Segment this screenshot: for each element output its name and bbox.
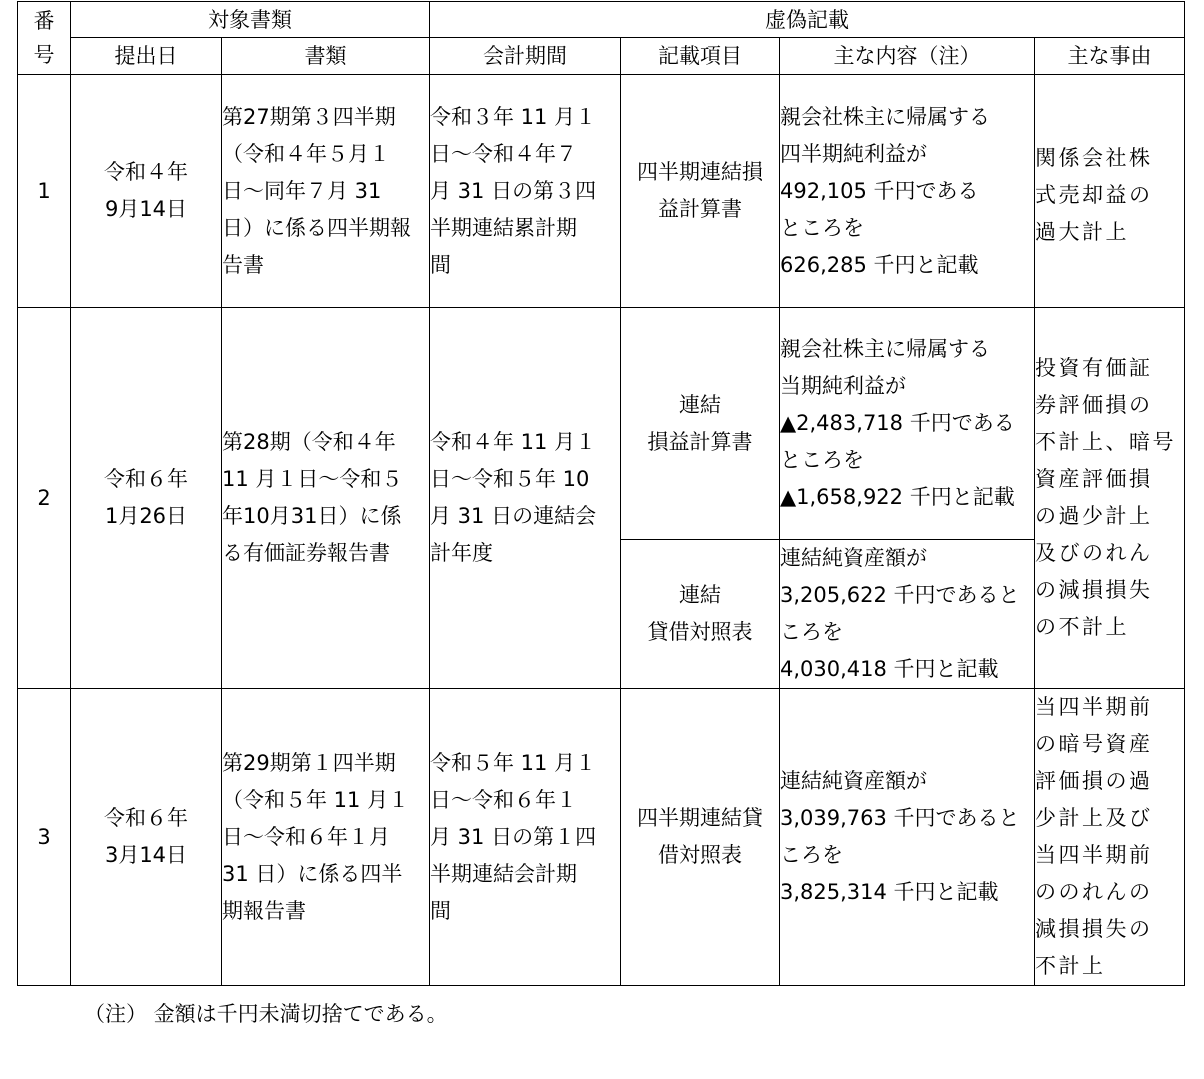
- content-line: 親会社株主に帰属する: [780, 104, 990, 129]
- period-line: 月 31 日の第３四: [430, 178, 597, 203]
- period-line: 間: [430, 252, 451, 277]
- table-row: [18, 308, 1185, 540]
- row-entry-item: [621, 540, 780, 689]
- content-line: 3,825,314 千円と記載: [780, 880, 999, 904]
- row-document: [222, 75, 430, 308]
- item-line: 貸借対照表: [647, 620, 753, 644]
- row-main-content: [780, 540, 1035, 689]
- reason-line: の暗号資産: [1035, 732, 1153, 756]
- period-line: 半期連結累計期: [430, 215, 577, 240]
- item-line: 益計算書: [658, 197, 742, 221]
- content-line: 親会社株主に帰属する: [780, 337, 990, 361]
- reason-line: 減損損失の: [1035, 917, 1153, 941]
- header-number: [18, 2, 71, 75]
- row-submission-date: [71, 75, 222, 308]
- content-line: ところを: [780, 448, 864, 472]
- date-line: 1月26日: [104, 504, 188, 528]
- row-entry-item: [621, 689, 780, 986]
- row-number: 2: [18, 308, 71, 689]
- row-accounting-period: [430, 75, 621, 308]
- content-line: 492,105 千円である: [780, 178, 979, 203]
- document-line: 年10月31日）に係: [222, 504, 402, 528]
- content-line: ころを: [780, 620, 843, 644]
- content-line: ところを: [780, 215, 864, 240]
- row-main-reason: [1035, 75, 1185, 308]
- reason-line: 投資有価証: [1035, 356, 1153, 380]
- row-entry-item: [621, 308, 780, 540]
- document-line: る有価証券報告書: [222, 541, 390, 565]
- period-line: 日～令和５年 10: [430, 467, 590, 491]
- reason-line: の減損損失: [1035, 578, 1153, 602]
- header-entry-item: 記載項目: [621, 38, 780, 75]
- header-main-reason: 主な事由: [1035, 38, 1185, 75]
- item-line: 借対照表: [658, 843, 742, 867]
- table-row: [18, 75, 1185, 308]
- header-number-line: 番: [33, 9, 55, 33]
- content-line: ▲1,658,922 千円と記載: [780, 485, 1015, 509]
- reason-line: 関係会社株: [1035, 146, 1153, 170]
- period-line: 月 31 日の第１四: [430, 824, 597, 849]
- row-submission-date: [71, 308, 222, 689]
- period-line: 計年度: [430, 541, 493, 565]
- content-line: ころを: [780, 843, 843, 867]
- date-line: 令和４年: [104, 160, 188, 184]
- period-line: 日～令和４年７: [430, 141, 577, 166]
- document-line: 31 日）に係る四半: [222, 861, 403, 886]
- content-line: 連結純資産額が: [780, 769, 927, 793]
- period-line: 月 31 日の連結会: [430, 504, 597, 528]
- reason-line: 当四半期前: [1035, 843, 1153, 867]
- row-accounting-period: [430, 308, 621, 689]
- header-document: 書類: [222, 38, 430, 75]
- content-line: 626,285 千円と記載: [780, 252, 979, 277]
- content-line: ▲2,483,718 千円である: [780, 411, 1015, 435]
- reason-line: 資産評価損: [1035, 467, 1153, 491]
- date-line: 3月14日: [104, 843, 188, 867]
- date-line: 令和６年: [104, 806, 188, 830]
- row-accounting-period: [430, 689, 621, 986]
- reason-line: 少計上及び: [1035, 806, 1153, 830]
- reason-line: の不計上: [1035, 615, 1129, 639]
- reason-line: 過大計上: [1035, 220, 1129, 244]
- reason-line: 券評価損の: [1035, 393, 1153, 417]
- reason-line: 評価損の過: [1035, 769, 1153, 793]
- period-line: 令和５年 11 月１: [430, 750, 597, 775]
- table-row: [18, 689, 1185, 986]
- row-main-reason: [1035, 689, 1185, 986]
- row-main-content: [780, 75, 1035, 308]
- document-line: 第28期（令和４年: [222, 430, 396, 454]
- header-target-docs: 対象書類: [71, 2, 430, 38]
- document-line: 日～同年７月 31: [222, 178, 382, 203]
- row-number: 3: [18, 689, 71, 986]
- document-line: 告書: [222, 252, 264, 277]
- item-line: 損益計算書: [647, 429, 753, 454]
- reason-line: 式売却益の: [1035, 183, 1153, 207]
- period-line: 半期連結会計期: [430, 861, 577, 886]
- header-main-content: 主な内容（注）: [780, 38, 1035, 75]
- content-line: 3,039,763 千円であると: [780, 806, 1020, 830]
- document-line: 11 月１日～令和５: [222, 467, 403, 491]
- header-submission-date: 提出日: [71, 38, 222, 75]
- row-main-content: [780, 689, 1035, 986]
- reason-line: 当四半期前: [1035, 695, 1153, 719]
- footnote: （注） 金額は千円未満切捨てである。: [84, 1002, 448, 1026]
- date-line: 9月14日: [104, 197, 188, 221]
- reason-line: ののれんの: [1035, 880, 1153, 904]
- reason-line: 及びのれん: [1035, 541, 1153, 565]
- header-false-statement: 虚偽記載: [430, 2, 1185, 38]
- item-line: 連結: [679, 392, 721, 417]
- document-line: 期報告書: [222, 898, 306, 923]
- date-line: 令和６年: [104, 467, 188, 491]
- item-line: 四半期連結損: [637, 160, 763, 184]
- row-main-content: [780, 308, 1035, 540]
- document-line: 第29期第１四半期: [222, 750, 396, 775]
- item-line: 連結: [679, 583, 721, 607]
- header-accounting-period: 会計期間: [430, 38, 621, 75]
- row-document: [222, 308, 430, 689]
- content-line: 連結純資産額が: [780, 546, 927, 570]
- content-line: 3,205,622 千円であると: [780, 583, 1020, 607]
- document-line: 日～令和６年１月: [222, 824, 390, 849]
- document-line: （令和４年５月１: [222, 141, 390, 166]
- row-submission-date: [71, 689, 222, 986]
- period-line: 間: [430, 898, 451, 923]
- reason-line: 不計上、暗号: [1035, 430, 1176, 454]
- reason-line: の過少計上: [1035, 504, 1153, 528]
- row-number: 1: [18, 75, 71, 308]
- row-main-reason: [1035, 308, 1185, 689]
- document-line: （令和５年 11 月１: [222, 787, 410, 812]
- row-document: [222, 689, 430, 986]
- period-line: 令和４年 11 月１: [430, 430, 597, 454]
- document-line: 日）に係る四半期報: [222, 215, 411, 240]
- content-line: 当期純利益が: [780, 374, 906, 398]
- row-entry-item: [621, 75, 780, 308]
- header-number-line: 号: [33, 43, 55, 67]
- period-line: 令和３年 11 月１: [430, 104, 597, 129]
- content-line: 四半期純利益が: [780, 141, 927, 166]
- period-line: 日～令和６年１: [430, 787, 577, 812]
- reason-line: 不計上: [1035, 954, 1106, 978]
- false-statement-table: [17, 1, 1185, 986]
- content-line: 4,030,418 千円と記載: [780, 657, 999, 681]
- document-line: 第27期第３四半期: [222, 104, 396, 129]
- item-line: 四半期連結貸: [637, 806, 763, 830]
